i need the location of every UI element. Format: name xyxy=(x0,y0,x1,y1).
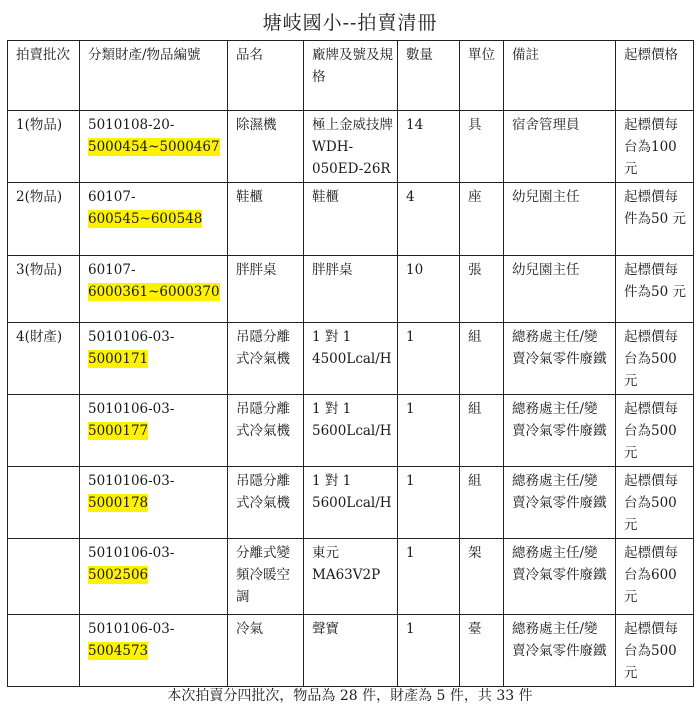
qty-cell: 1 xyxy=(398,615,460,687)
batch-cell xyxy=(8,539,80,615)
header-batch: 拍賣批次 xyxy=(8,41,80,111)
code-range-highlight: 5002506 xyxy=(88,567,149,583)
unit-cell: 組 xyxy=(460,323,504,395)
code-prefix: 5010108-20- xyxy=(88,117,175,133)
code-cell xyxy=(80,615,228,687)
code-range-highlight: 5000454~5000467 xyxy=(88,139,220,155)
unit-cell: 座 xyxy=(460,183,504,256)
name-cell: 吊隱分離式冷氣機 xyxy=(228,323,304,395)
price-cell: 起標價每台為500 元 xyxy=(616,615,694,687)
remark-cell: 總務處主任/變賣冷氣零件廢鐵 xyxy=(504,395,616,467)
header-remark: 備註 xyxy=(504,41,616,111)
name-cell: 鞋櫃 xyxy=(228,183,304,256)
brand-cell: 極上金威技牌 WDH-050ED-26R xyxy=(304,111,398,183)
table-row xyxy=(8,323,694,395)
qty-cell: 1 xyxy=(398,323,460,395)
name-cell: 分離式變頻冷暖空調 xyxy=(228,539,304,615)
table-row xyxy=(8,256,694,323)
batch-cell: 3(物品) xyxy=(8,256,80,323)
footer-note: 本次拍賣分四批次，物品為 28 件，財產為 5 件，共 33 件 xyxy=(167,688,533,704)
code-prefix: 5010106-03- xyxy=(88,329,175,345)
remark-cell: 幼兒園主任 xyxy=(504,256,616,323)
price-cell: 起標價每台為100 元 xyxy=(616,111,694,183)
unit-cell: 張 xyxy=(460,256,504,323)
table-row xyxy=(8,183,694,256)
code-prefix: 60107- xyxy=(88,189,136,205)
header-qty: 數量 xyxy=(398,41,460,111)
qty-cell: 10 xyxy=(398,256,460,323)
code-cell xyxy=(80,111,228,183)
name-cell: 胖胖桌 xyxy=(228,256,304,323)
code-cell xyxy=(80,539,228,615)
batch-cell xyxy=(8,615,80,687)
table-header-row xyxy=(8,41,694,111)
code-range-highlight: 5000178 xyxy=(88,495,149,511)
code-cell xyxy=(80,395,228,467)
code-prefix: 60107- xyxy=(88,262,136,278)
brand-cell: 鞋櫃 xyxy=(304,183,398,256)
code-prefix: 5010106-03- xyxy=(88,545,175,561)
brand-cell: 1 對 1 5600Lcal/H xyxy=(304,467,398,539)
unit-cell: 組 xyxy=(460,467,504,539)
auction-table xyxy=(7,40,694,687)
batch-cell xyxy=(8,467,80,539)
batch-cell: 4(財產) xyxy=(8,323,80,395)
qty-cell: 1 xyxy=(398,539,460,615)
brand-cell: 東元 MA63V2P xyxy=(304,539,398,615)
price-cell: 起標價每台為500 元 xyxy=(616,323,694,395)
table-row xyxy=(8,539,694,615)
qty-cell: 1 xyxy=(398,395,460,467)
remark-cell: 總務處主任/變賣冷氣零件廢鐵 xyxy=(504,323,616,395)
remark-cell: 總務處主任/變賣冷氣零件廢鐵 xyxy=(504,615,616,687)
header-name: 品名 xyxy=(228,41,304,111)
qty-cell: 14 xyxy=(398,111,460,183)
code-cell xyxy=(80,183,228,256)
batch-cell: 1(物品) xyxy=(8,111,80,183)
remark-cell: 宿舍管理員 xyxy=(504,111,616,183)
code-range-highlight: 600545~600548 xyxy=(88,211,203,227)
price-cell: 起標價每台為500 元 xyxy=(616,395,694,467)
table-row xyxy=(8,615,694,687)
code-range-highlight: 5000177 xyxy=(88,423,149,439)
name-cell: 吊隱分離式冷氣機 xyxy=(228,467,304,539)
table-row xyxy=(8,467,694,539)
code-range-highlight: 6000361~6000370 xyxy=(88,284,220,300)
brand-cell: 聲寶 xyxy=(304,615,398,687)
code-cell xyxy=(80,256,228,323)
document-title: 塘岐國小--拍賣清冊 xyxy=(262,12,438,34)
price-cell: 起標價每件為50 元 xyxy=(616,183,694,256)
qty-cell: 4 xyxy=(398,183,460,256)
brand-cell: 1 對 1 5600Lcal/H xyxy=(304,395,398,467)
batch-cell: 2(物品) xyxy=(8,183,80,256)
code-range-highlight: 5004573 xyxy=(88,643,149,659)
code-prefix: 5010106-03- xyxy=(88,621,175,637)
name-cell: 除濕機 xyxy=(228,111,304,183)
remark-cell: 幼兒園主任 xyxy=(504,183,616,256)
brand-cell: 胖胖桌 xyxy=(304,256,398,323)
name-cell: 吊隱分離式冷氣機 xyxy=(228,395,304,467)
remark-cell: 總務處主任/變賣冷氣零件廢鐵 xyxy=(504,467,616,539)
table-row xyxy=(8,111,694,183)
code-prefix: 5010106-03- xyxy=(88,401,175,417)
batch-cell xyxy=(8,395,80,467)
header-code: 分類財產/物品編號 xyxy=(80,41,228,111)
header-brand: 廠牌及號及規格 xyxy=(304,41,398,111)
code-cell xyxy=(80,323,228,395)
code-prefix: 5010106-03- xyxy=(88,473,175,489)
qty-cell: 1 xyxy=(398,467,460,539)
unit-cell: 臺 xyxy=(460,615,504,687)
header-unit: 單位 xyxy=(460,41,504,111)
unit-cell: 具 xyxy=(460,111,504,183)
price-cell: 起標價每台為600 元 xyxy=(616,539,694,615)
header-price: 起標價格 xyxy=(616,41,694,111)
unit-cell: 組 xyxy=(460,395,504,467)
code-cell xyxy=(80,467,228,539)
brand-cell: 1 對 1 4500Lcal/H xyxy=(304,323,398,395)
code-range-highlight: 5000171 xyxy=(88,351,149,367)
table-row xyxy=(8,395,694,467)
price-cell: 起標價每件為50 元 xyxy=(616,256,694,323)
name-cell: 冷氣 xyxy=(228,615,304,687)
price-cell: 起標價每台為500 元 xyxy=(616,467,694,539)
remark-cell: 總務處主任/變賣冷氣零件廢鐵 xyxy=(504,539,616,615)
unit-cell: 架 xyxy=(460,539,504,615)
